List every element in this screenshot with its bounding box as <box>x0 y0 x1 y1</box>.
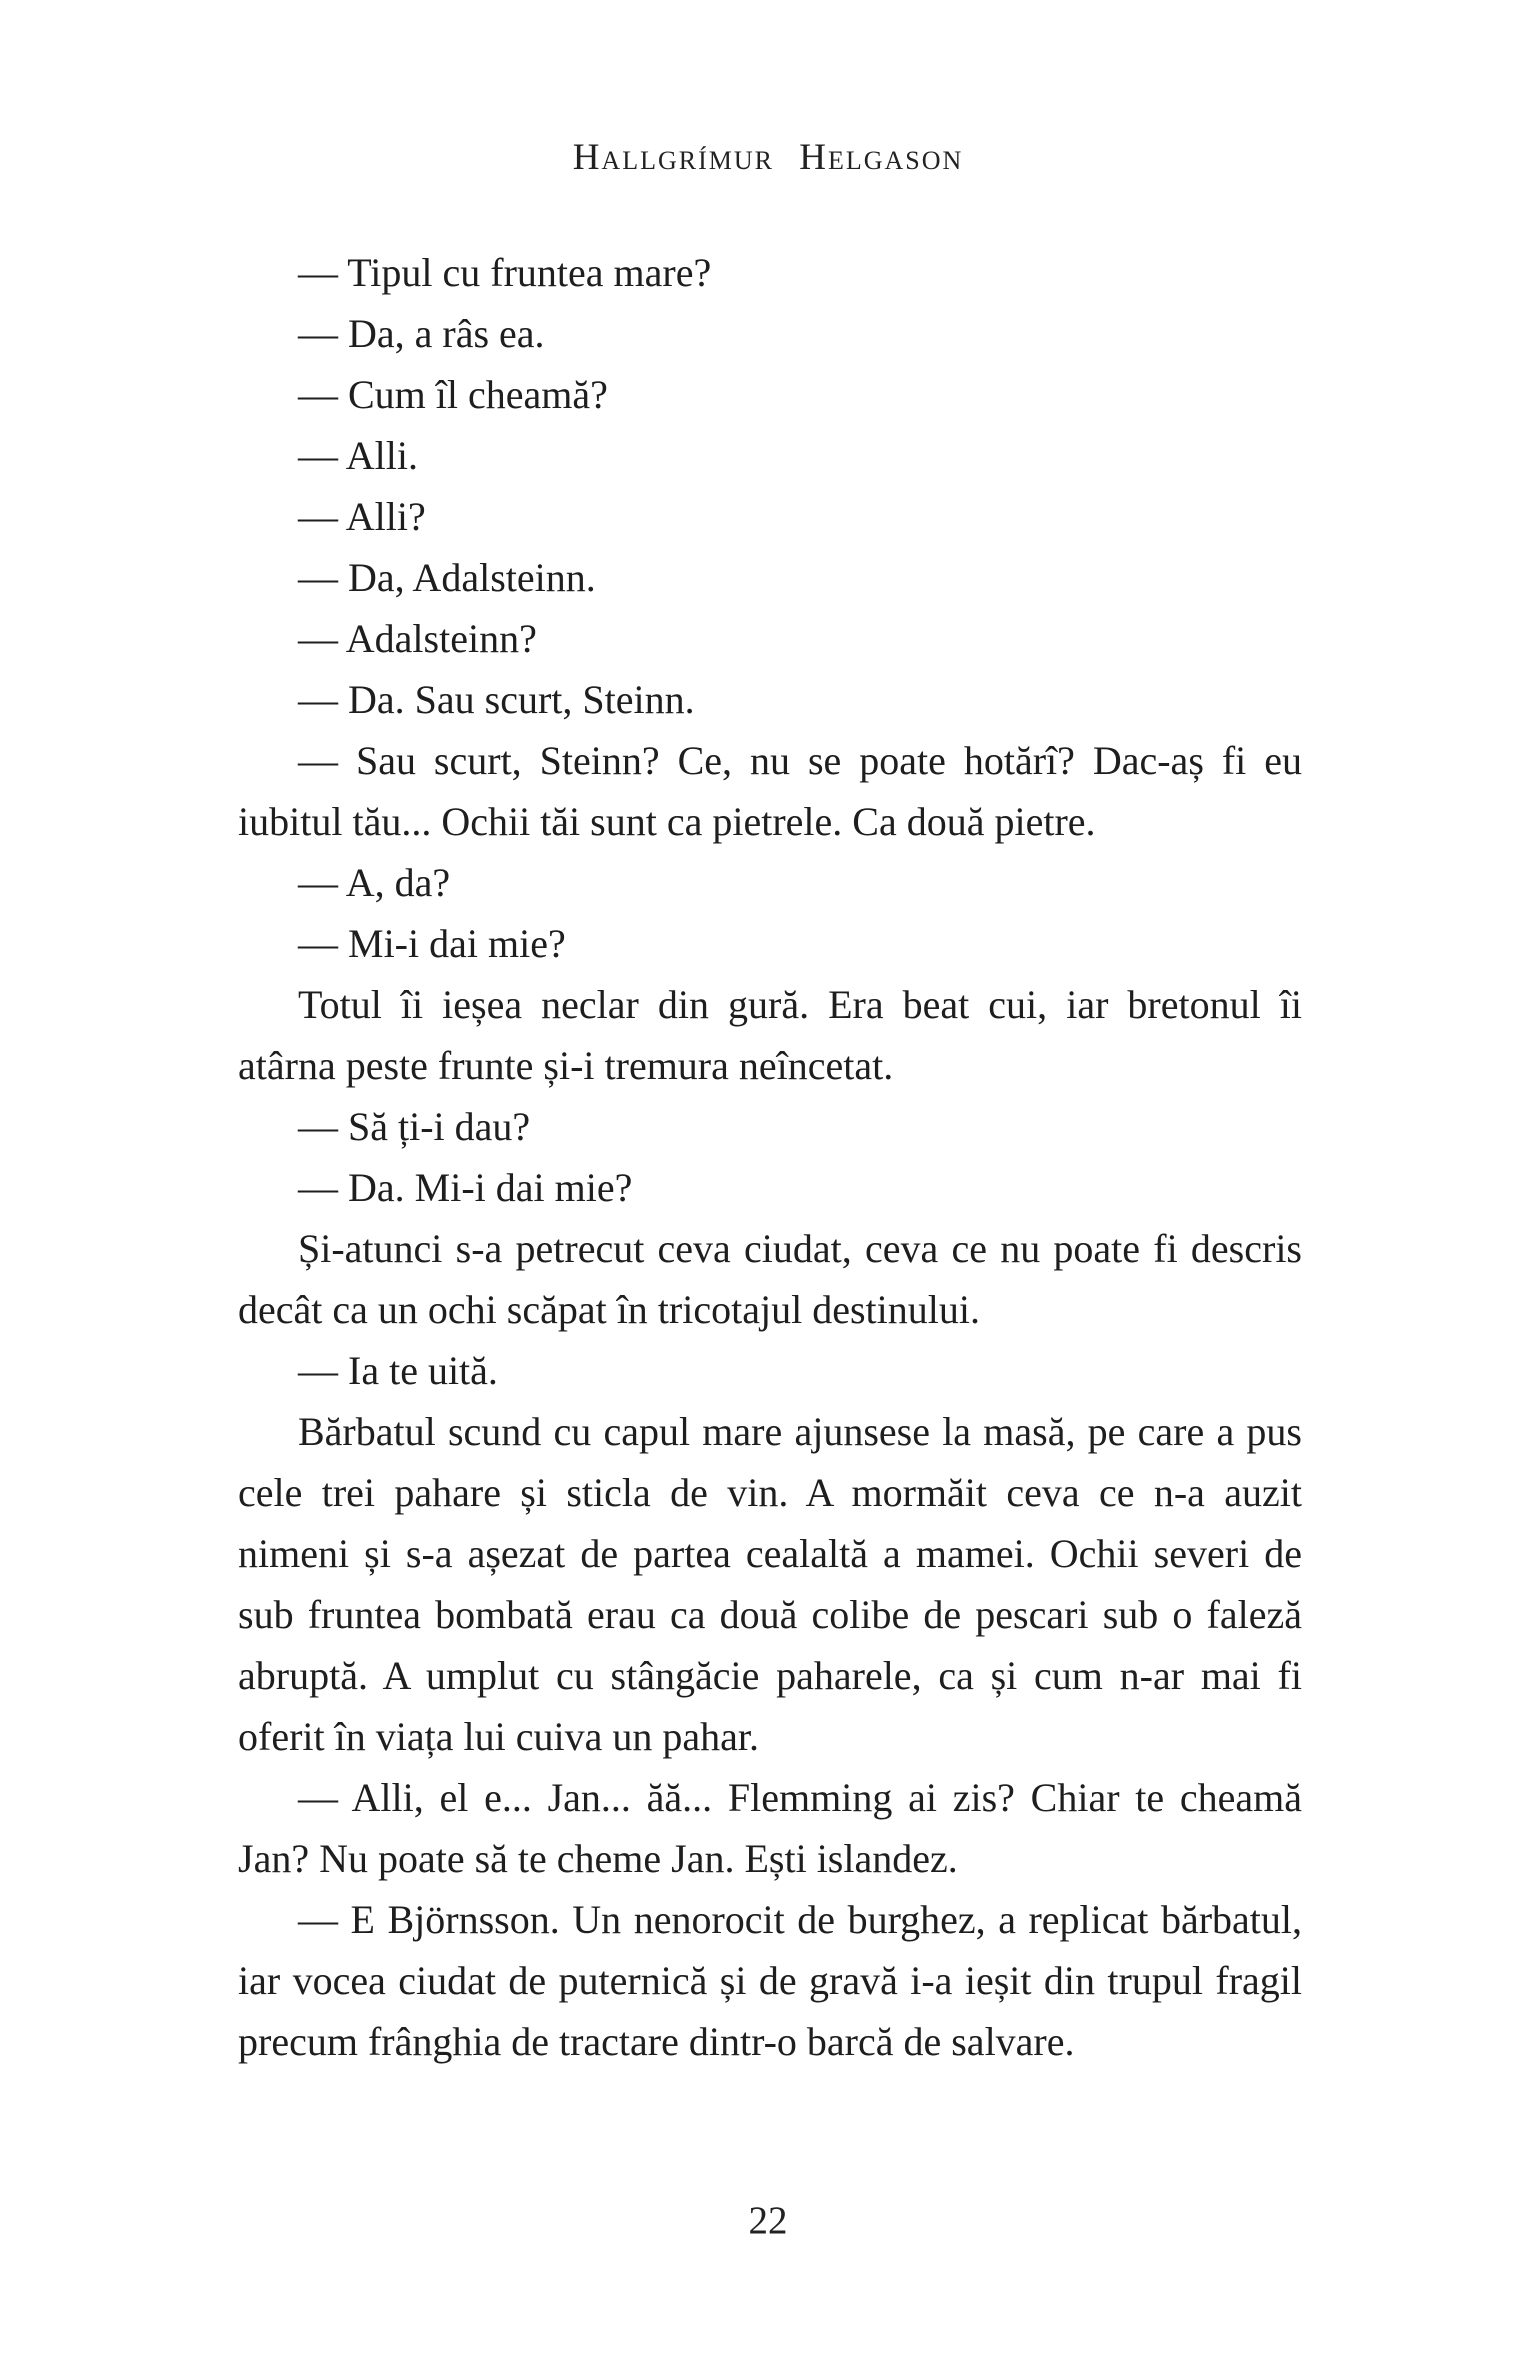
paragraph: — Da. Sau scurt, Steinn. <box>298 677 695 722</box>
paragraph: — E Björnsson. Un nenorocit de burghez, a replicat bărbatul, iar vocea ciudat de puternică și de gravă i-a ieșit din trupul fragil precum frânghia de tractare dintr-o barcă de salvare. <box>238 1897 1302 2064</box>
paragraph: — Da, a râs ea. <box>298 311 545 356</box>
paragraph: — Alli, el e... Jan... ăă... Flemming ai zis? Chiar te cheamă Jan? Nu poate să te cheme Jan. Ești islandez. <box>238 1775 1302 1881</box>
body-text <box>238 242 1302 2072</box>
paragraph: — Să ți-i dau? <box>298 1104 531 1149</box>
paragraph: — A, da? <box>298 860 451 905</box>
paragraph: — Adalsteinn? <box>298 616 537 661</box>
paragraph: — Da, Adalsteinn. <box>298 555 596 600</box>
paragraph: — Tipul cu fruntea mare? <box>298 250 712 295</box>
page-number: 22 <box>748 2199 788 2242</box>
paragraph: Bărbatul scund cu capul mare ajunsese la masă, pe care a pus cele trei pahare și sticla de vin. A mormăit ceva ce n-a auzit nimeni și s-a așezat de partea cealaltă a mamei. Ochii severi de sub fruntea bombată erau ca două colibe de pescari sub o faleză abruptă. A umplut cu stângăcie paharele, ca și cum n-ar mai fi oferit în viața lui cuiva un pahar. <box>238 1409 1302 1759</box>
paragraph: Și-atunci s-a petrecut ceva ciudat, ceva ce nu poate fi descris decât ca un ochi scăpat în tricotajul destinului. <box>238 1226 1302 1332</box>
paragraph: — Alli? <box>298 494 426 539</box>
running-header: Hallgrímur Helgason <box>572 137 964 178</box>
paragraph: — Da. Mi-i dai mie? <box>298 1165 633 1210</box>
paragraph: — Mi-i dai mie? <box>298 921 566 966</box>
paragraph: Totul îi ieșea neclar din gură. Era beat cui, iar bretonul îi atârna peste frunte și-i tremura neîncetat. <box>238 982 1302 1088</box>
paragraph: — Cum îl cheamă? <box>298 372 608 417</box>
paragraph: — Ia te uită. <box>298 1348 498 1393</box>
paragraph: — Alli. <box>298 433 419 478</box>
paragraph: — Sau scurt, Steinn? Ce, nu se poate hotărî? Dac-aș fi eu iubitul tău... Ochii tăi sunt ca pietrele. Ca două pietre. <box>238 738 1302 844</box>
